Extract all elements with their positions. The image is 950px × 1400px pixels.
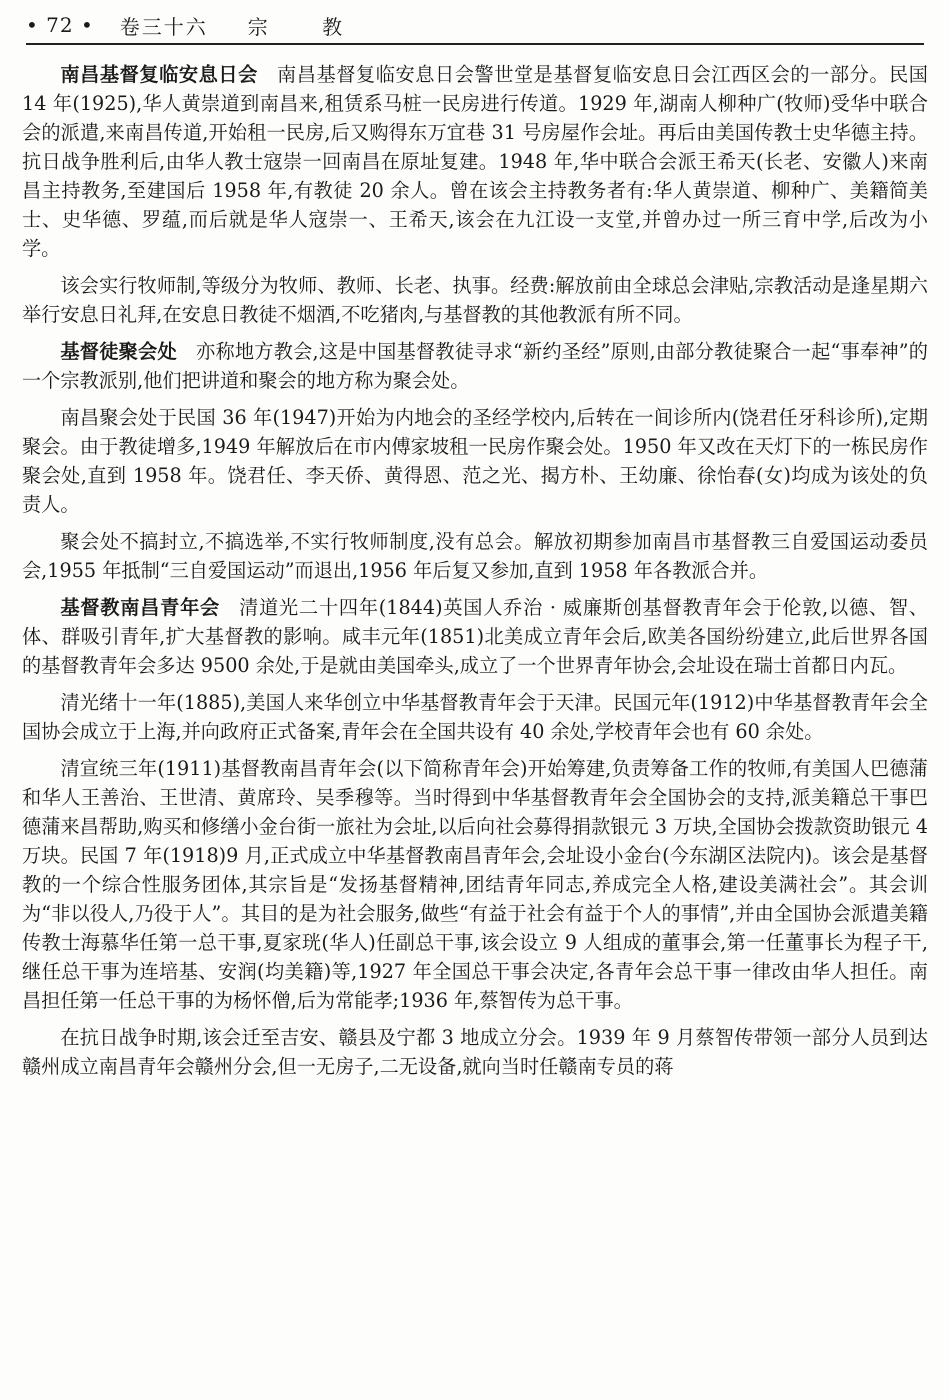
running-header [26,10,926,40]
entry-heading: 基督教南昌青年会 [60,596,220,619]
paragraph [22,403,928,519]
paragraph-text: 聚会处不搞封立,不搞选举,不实行牧师制度,没有总会。解放初期参加南昌市基督教三自爱国运动委员会,1955 年抵制“三自爱国运动”而退出,1956 年后复又参加,直到 1958 年各教派合并。 [22,530,928,582]
paragraph [22,688,928,746]
section-title: 宗 教 [247,14,367,39]
paragraph [22,271,928,329]
paragraph-text: 南昌聚会处于民国 36 年(1947)开始为内地会的圣经学校内,后转在一间诊所内(饶君任牙科诊所),定期聚会。由于教徒增多,1949 年解放后在市内傅家坡租一民房作聚会处。1950 年又改在天灯下的一栋民房作聚会处,直到 1958 年。饶君任、李天侨、黄得恩、范之光、揭方朴、王幼廉、徐怡春(女)均成为该处的负责人。 [22,406,928,516]
paragraph-text: 清宣统三年(1911)基督教南昌青年会(以下简称青年会)开始筹建,负责筹备工作的牧师,有美国人巴德蒲和华人王善治、王世清、黄席玲、吴季穆等。当时得到中华基督教青年会全国协会的支持,派美籍总干事巴德蒲来昌帮助,购买和修缮小金台街一旅社为会址,以后向社会募得捐款银元 3 万块,全国协会拨款资助银元 4 万块。民国 7 年(1918)9 月,正式成立中华基督教南昌青年会,会址设小金台(今东湖区法院内)。该会是基督教的一个综合性服务团体,其宗旨是“发扬基督精神,团结青年同志,养成完全人格,建设美满社会”。其会训为“非以役人,乃役于人”。其目的是为社会服务,做些“有益于社会有益于个人的事情”,并由全国协会派遣美籍传教士海慕华任第一总干事,夏家珖(华人)任副总干事,该会设立 9 人组成的董事会,第一任董事长为程子干,继任总干事为连培基、安润(均美籍)等,1927 年全国总干事会决定,各青年会总干事一律改由华人担任。南昌担任第一任总干事的为杨怀僧,后为常能孝;1936 年,蔡智传为总干事。 [22,757,928,1012]
entry-heading: 南昌基督复临安息日会 [60,63,258,86]
paragraph [22,337,928,395]
page-number: • 72 • [26,13,94,37]
paragraph-text: 南昌基督复临安息日会警世堂是基督复临安息日会江西区会的一部分。民国 14 年(1925),华人黄崇道到南昌来,租赁系马桩一民房进行传道。1929 年,湖南人柳种广(牧师)受华中联合会的派遣,来南昌传道,开始租一民房,后又购得东万宜巷 31 号房屋作会址。再后由美国传教士史华德主持。抗日战争胜利后,由华人教士寇崇一回南昌在原址复建。1948 年,华中联合会派王希天(长老、安徽人)来南昌主持教务,至建国后 1958 年,有教徒 20 余人。曾在该会主持教务者有:华人黄崇道、柳种广、美籍简美士、史华德、罗蕴,而后就是华人寇崇一、王希天,该会在九江设一支堂,并曾办过一所三育中学,后改为小学。 [22,63,928,260]
header-rule [26,43,924,45]
body-text [22,60,928,1089]
paragraph [22,593,928,680]
paragraph [22,754,928,1015]
paragraph [22,1023,928,1081]
paragraph-text: 亦称地方教会,这是中国基督教徒寻求“新约圣经”原则,由部分教徒聚合一起“事奉神”的一个宗教派别,他们把讲道和聚会的地方称为聚会处。 [22,340,928,392]
chapter-title: 卷三十六 [119,14,208,39]
paragraph-text: 清道光二十四年(1844)英国人乔治 · 威廉斯创基督教青年会于伦敦,以德、智、体、群吸引青年,扩大基督教的影响。咸丰元年(1851)北美成立青年会后,欧美各国纷纷建立,此后世界各国的基督教青年会多达 9500 余处,于是就由美国牵头,成立了一个世界青年协会,会址设在瑞士首都日内瓦。 [22,596,929,677]
entry-heading: 基督徒聚会处 [60,340,177,363]
paragraph-text: 清光绪十一年(1885),美国人来华创立中华基督教青年会于天津。民国元年(1912)中华基督教青年会全国协会成立于上海,并向政府正式备案,青年会在全国共设有 40 余处,学校青年会也有 60 余处。 [22,691,928,743]
paragraph [22,527,928,585]
paragraph [22,60,928,263]
paragraph-text: 在抗日战争时期,该会迁至吉安、赣县及宁都 3 地成立分会。1939 年 9 月蔡智传带领一部分人员到达赣州成立南昌青年会赣州分会,但一无房子,二无设备,就向当时任赣南专员的蒋 [22,1026,928,1078]
paragraph-text: 该会实行牧师制,等级分为牧师、教师、长老、执事。经费:解放前由全球总会津贴,宗教活动是逢星期六举行安息日礼拜,在安息日教徒不烟酒,不吃猪肉,与基督教的其他教派有所不同。 [22,274,928,326]
